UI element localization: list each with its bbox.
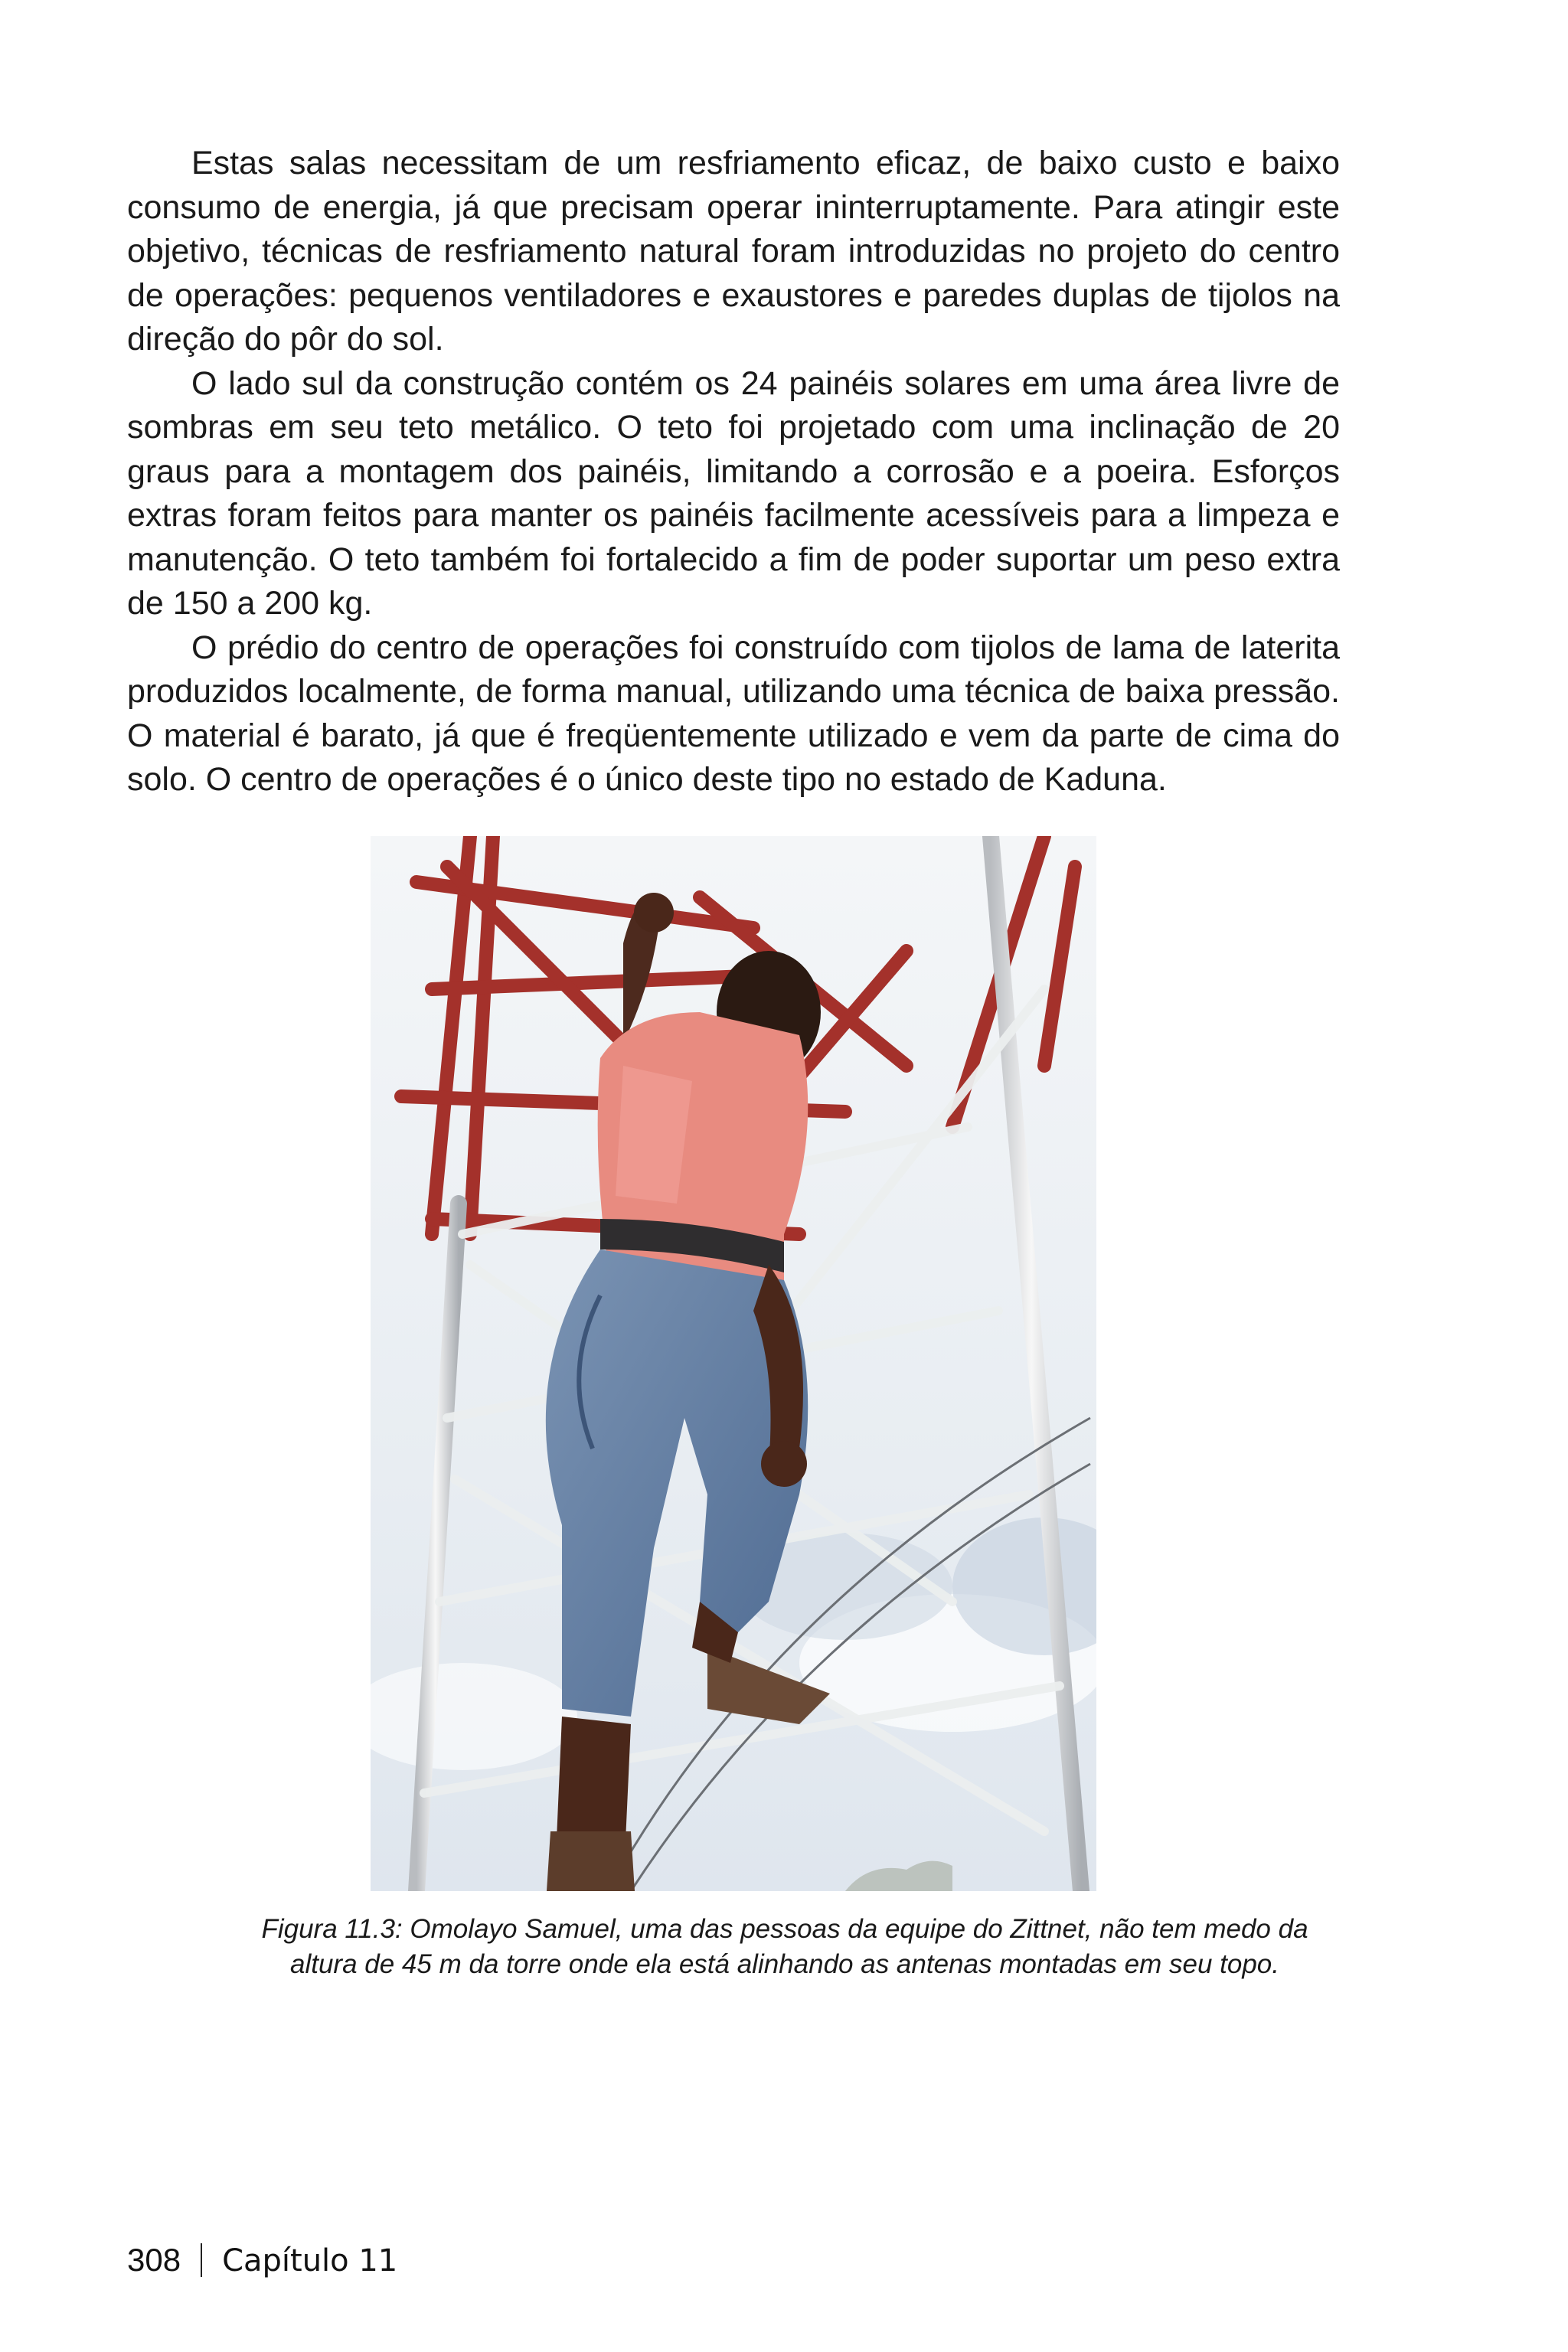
body-text xyxy=(127,142,1340,802)
page-footer xyxy=(127,2242,397,2278)
paragraph-2: O lado sul da construção contém os 24 painéis solares em uma área livre de sombras em seu teto metálico. O teto foi projetado com uma inclinação de 20 graus para a montagem dos painéis, limitando a corrosão e a poeira. Esforços extras foram feitos para manter os painéis facilmente acessíveis para a limpeza e manutenção. O teto também foi fortalecido a fim de poder suportar um peso extra de 150 a 200 kg. xyxy=(127,364,1340,622)
paragraph-1: Estas salas necessitam de um resfriamento eficaz, de baixo custo e baixo consumo de energia, já que precisam operar ininterruptamente. Para atingir este objetivo, técnicas de resfriamento natural foram introduzidas no projeto do centro de operações: pequenos ventiladores e exaustores e paredes duplas de tijolos na direção do pôr do sol. xyxy=(127,145,1340,358)
paragraph-3: O prédio do centro de operações foi construído com tijolos de lama de laterita produzidos localmente, de forma manual, utilizando uma técnica de baixa pressão. O material é barato, já que é freqüentemente utilizado e vem da parte de cima do solo. O centro de operações é o único deste tipo no estado de Kaduna. xyxy=(127,629,1340,798)
figure-photo xyxy=(371,836,1096,1891)
caption-line-2: altura de 45 m da torre onde ela está alinhando as antenas montadas em seu topo. xyxy=(290,1949,1279,1979)
page-number: 308 xyxy=(127,2242,181,2278)
footer-divider xyxy=(201,2243,202,2277)
caption-line-1: Figura 11.3: Omolayo Samuel, uma das pessoas da equipe do Zittnet, não tem medo da xyxy=(261,1914,1308,1944)
figure-caption xyxy=(122,1912,1447,1982)
photo-tower-climber xyxy=(371,836,1096,1891)
chapter-label: Capítulo 11 xyxy=(222,2243,398,2278)
